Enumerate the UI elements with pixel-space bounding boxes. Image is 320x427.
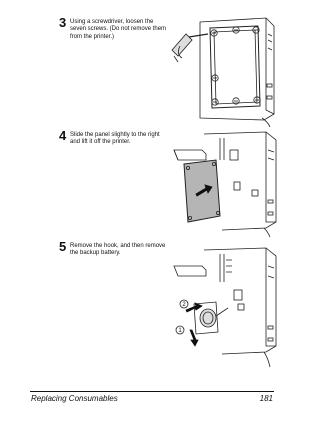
callout-2-label: 2 [182, 302, 186, 309]
step-4-number: 4 [59, 128, 67, 143]
footer-rule [30, 391, 274, 392]
step-3-text: Using a screwdriver, loosen the seven screws. (Do not remove them from the printer.) [70, 19, 167, 40]
figure-loosen-screws [170, 14, 280, 128]
callout-1-label: 1 [178, 328, 182, 335]
step-5-number: 5 [59, 239, 67, 254]
step-3-number: 3 [59, 15, 67, 30]
figure-remove-battery [172, 246, 280, 368]
page-number: 181 [259, 394, 273, 403]
figure-remove-panel [172, 130, 280, 238]
step-4-text: Slide the panel slightly to the right and lift it off the printer. [70, 132, 160, 146]
footer-section-title: Replacing Consumables [31, 394, 118, 403]
step-5-text: Remove the hook, and then remove the backup battery. [70, 243, 166, 257]
